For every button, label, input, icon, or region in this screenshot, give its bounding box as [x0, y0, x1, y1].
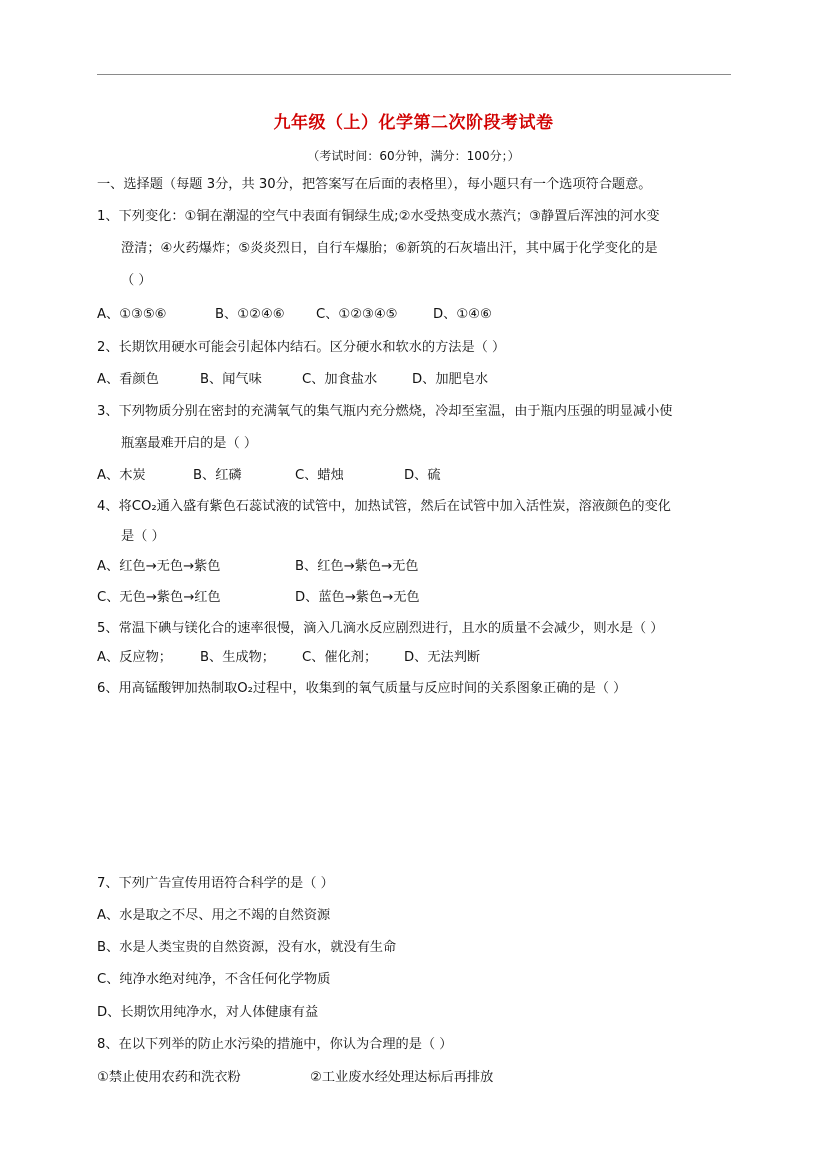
question-3-option-c: C、蜡烛	[295, 468, 344, 483]
question-7-line-1: 7、下列广告宣传用语符合科学的是（ ）	[97, 876, 334, 891]
question-5-option-b: B、生成物；	[200, 650, 275, 665]
question-2-option-a: A、看颜色	[97, 372, 159, 387]
question-5-option-a: A、反应物；	[97, 650, 172, 665]
question-1-option-d: D、①④⑥	[433, 307, 492, 322]
question-3-option-d: D、硫	[404, 468, 441, 483]
question-4-option-c: C、无色→紫色→红色	[97, 590, 221, 605]
question-1-line-2: 澄清；④火药爆炸；⑤炎炎烈日，自行车爆胎；⑥新筑的石灰墙出汗，其中属于化学变化的是	[121, 241, 658, 256]
question-1-option-c: C、①②③④⑤	[316, 307, 398, 322]
question-8-line-1: 8、在以下列举的防止水污染的措施中，你认为合理的是（ ）	[97, 1037, 453, 1052]
question-2-option-c: C、加食盐水	[302, 372, 378, 387]
question-2-line-1: 2、长期饮用硬水可能会引起体内结石。区分硬水和软水的方法是（ ）	[97, 340, 506, 355]
question-7-option-b: B、水是人类宝贵的自然资源，没有水，就没有生命	[97, 940, 397, 955]
question-3-option-a: A、木炭	[97, 468, 146, 483]
question-3-line-2: 瓶塞最难开启的是（ ）	[121, 436, 258, 451]
question-8-item-1: ①禁止使用农药和洗衣粉	[97, 1070, 241, 1085]
question-4-line-2: 是（ ）	[121, 529, 165, 544]
question-6-graph-area	[97, 714, 731, 864]
question-1-option-b: B、①②④⑥	[215, 307, 285, 322]
header-rule	[97, 74, 731, 75]
question-2-option-d: D、加肥皂水	[412, 372, 489, 387]
question-4-option-a: A、红色→无色→紫色	[97, 559, 221, 574]
question-7-option-d: D、长期饮用纯净水，对人体健康有益	[97, 1005, 319, 1020]
question-4-line-1: 4、将CO₂通入盛有紫色石蕊试液的试管中，加热试管，然后在试管中加入活性炭，溶液颜色的变化	[97, 499, 671, 514]
question-3-option-b: B、红磷	[193, 468, 242, 483]
question-6-line-1: 6、用高锰酸钾加热制取O₂过程中，收集到的氧气质量与反应时间的关系图象正确的是（ ）	[97, 681, 627, 696]
question-1-option-a: A、①③⑤⑥	[97, 307, 167, 322]
question-1-line-1: 1、下列变化：①铜在潮湿的空气中表面有铜绿生成;②水受热变成水蒸汽；③静置后浑浊的河水变	[97, 209, 660, 224]
question-8-item-2: ②工业废水经处理达标后再排放	[310, 1070, 494, 1085]
page-title: 九年级（上）化学第二次阶段考试卷	[273, 113, 554, 133]
question-5-option-d: D、无法判断	[404, 650, 481, 665]
section-heading: 一、选择题（每题 3分，共 30分，把答案写在后面的表格里），每小题只有一个选项符合题意。	[97, 177, 652, 192]
question-1-line-3: （ ）	[121, 273, 152, 288]
question-2-option-b: B、闻气味	[200, 372, 262, 387]
question-7-option-a: A、水是取之不尽、用之不竭的自然资源	[97, 908, 331, 923]
question-4-option-d: D、蓝色→紫色→无色	[295, 590, 420, 605]
question-5-option-c: C、催化剂；	[302, 650, 378, 665]
question-4-option-b: B、红色→紫色→无色	[295, 559, 419, 574]
question-5-line-1: 5、常温下碘与镁化合的速率很慢，滴入几滴水反应剧烈进行，且水的质量不会减少，则水是（ ）	[97, 621, 664, 636]
exam-info: （考试时间：60分钟，满分：100分；）	[307, 149, 520, 163]
question-7-option-c: C、纯净水绝对纯净，不含任何化学物质	[97, 972, 331, 987]
question-3-line-1: 3、下列物质分别在密封的充满氧气的集气瓶内充分燃烧，冷却至室温，由于瓶内压强的明显减小使	[97, 404, 673, 419]
